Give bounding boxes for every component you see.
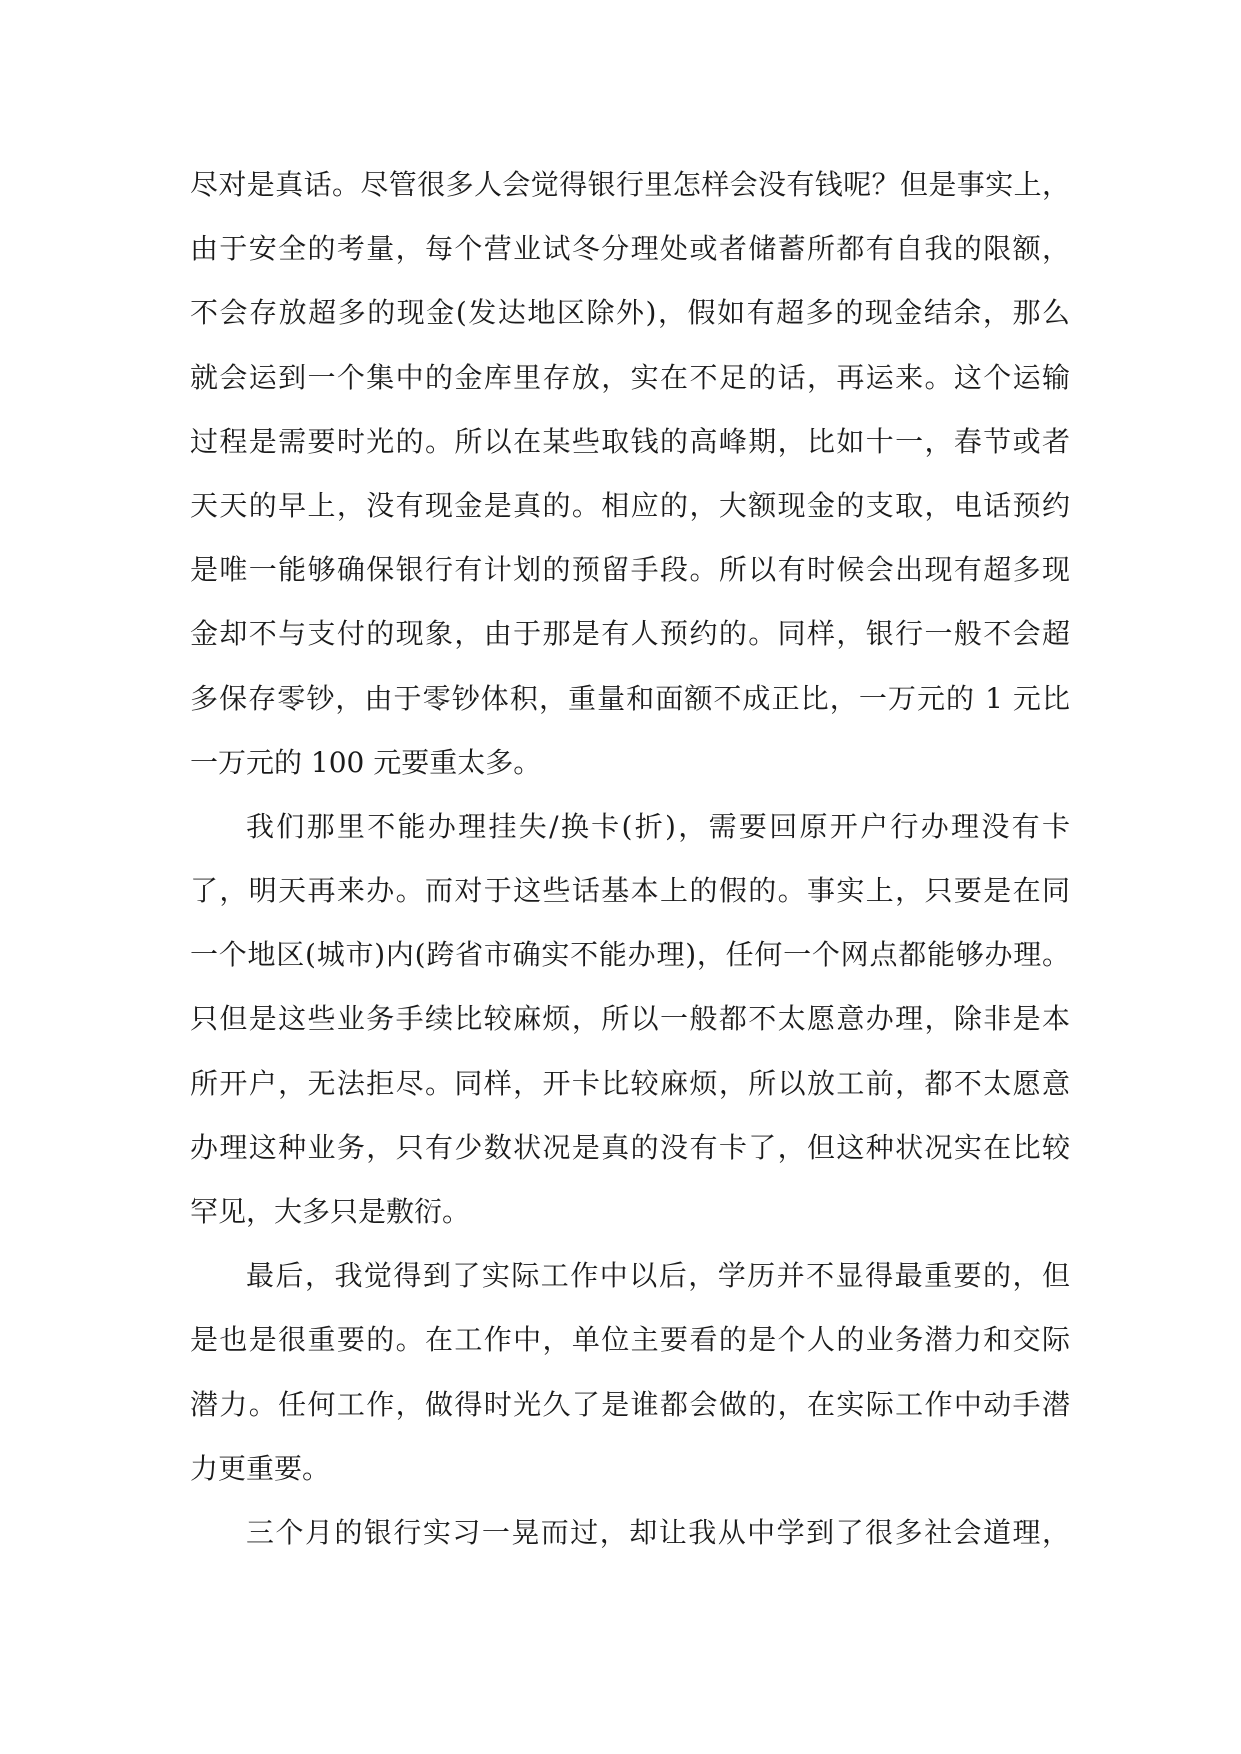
text-line: 罕见，大多只是敷衍。 bbox=[190, 1195, 471, 1228]
text-line: 我们那里不能办理挂失/换卡(折)，需要回原开户行办理没有卡 bbox=[246, 809, 1070, 843]
text-line: 一个地区(城市)内(跨省市确实不能办理)，任何一个网点都能够办理。 bbox=[190, 938, 1070, 972]
text-line: 尽对是真话。尽管很多人会觉得银行里怎样会没有钱呢？但是事实上， bbox=[190, 168, 1070, 201]
text-line: 只但是这些业务手续比较麻烦，所以一般都不太愿意办理，除非是本 bbox=[190, 1002, 1070, 1036]
text-line: 力更重要。 bbox=[190, 1451, 331, 1485]
text-line: 由于安全的考量，每个营业试冬分理处或者储蓄所都有自我的限额， bbox=[190, 232, 1070, 266]
text-line: 最后，我觉得到了实际工作中以后，学历并不显得最重要的，但 bbox=[246, 1259, 1070, 1293]
text-line: 了，明天再来办。而对于这些话基本上的假的。事实上，只要是在同 bbox=[190, 874, 1070, 908]
text-line: 三个月的银行实习一晃而过，却让我从中学到了很多社会道理， bbox=[246, 1515, 1070, 1549]
text-line: 多保存零钞，由于零钞体积，重量和面额不成正比，一万元的 1 元比 bbox=[190, 681, 1070, 715]
body-text bbox=[190, 153, 1070, 1565]
text-line: 一万元的 100 元要重太多。 bbox=[190, 745, 542, 779]
text-line: 潜力。任何工作，做得时光久了是谁都会做的，在实际工作中动手潜 bbox=[190, 1387, 1070, 1421]
text-line: 是唯一能够确保银行有计划的预留手段。所以有时候会出现有超多现 bbox=[190, 553, 1070, 587]
text-line: 办理这种业务，只有少数状况是真的没有卡了，但这种状况实在比较 bbox=[190, 1130, 1070, 1164]
text-line: 天天的早上，没有现金是真的。相应的，大额现金的支取，电话预约 bbox=[190, 488, 1070, 522]
text-line: 就会运到一个集中的金库里存放，实在不足的话，再运来。这个运输 bbox=[190, 360, 1070, 394]
text-line: 所开户，无法拒尽。同样，开卡比较麻烦，所以放工前，都不太愿意 bbox=[190, 1066, 1070, 1100]
text-line: 不会存放超多的现金(发达地区除外)，假如有超多的现金结余，那么 bbox=[190, 296, 1070, 330]
text-line: 是也是很重要的。在工作中，单位主要看的是个人的业务潜力和交际 bbox=[190, 1323, 1070, 1357]
text-line: 过程是需要时光的。所以在某些取钱的高峰期，比如十一，春节或者 bbox=[190, 424, 1070, 458]
text-line: 金却不与支付的现象，由于那是有人预约的。同样，银行一般不会超 bbox=[190, 617, 1070, 651]
